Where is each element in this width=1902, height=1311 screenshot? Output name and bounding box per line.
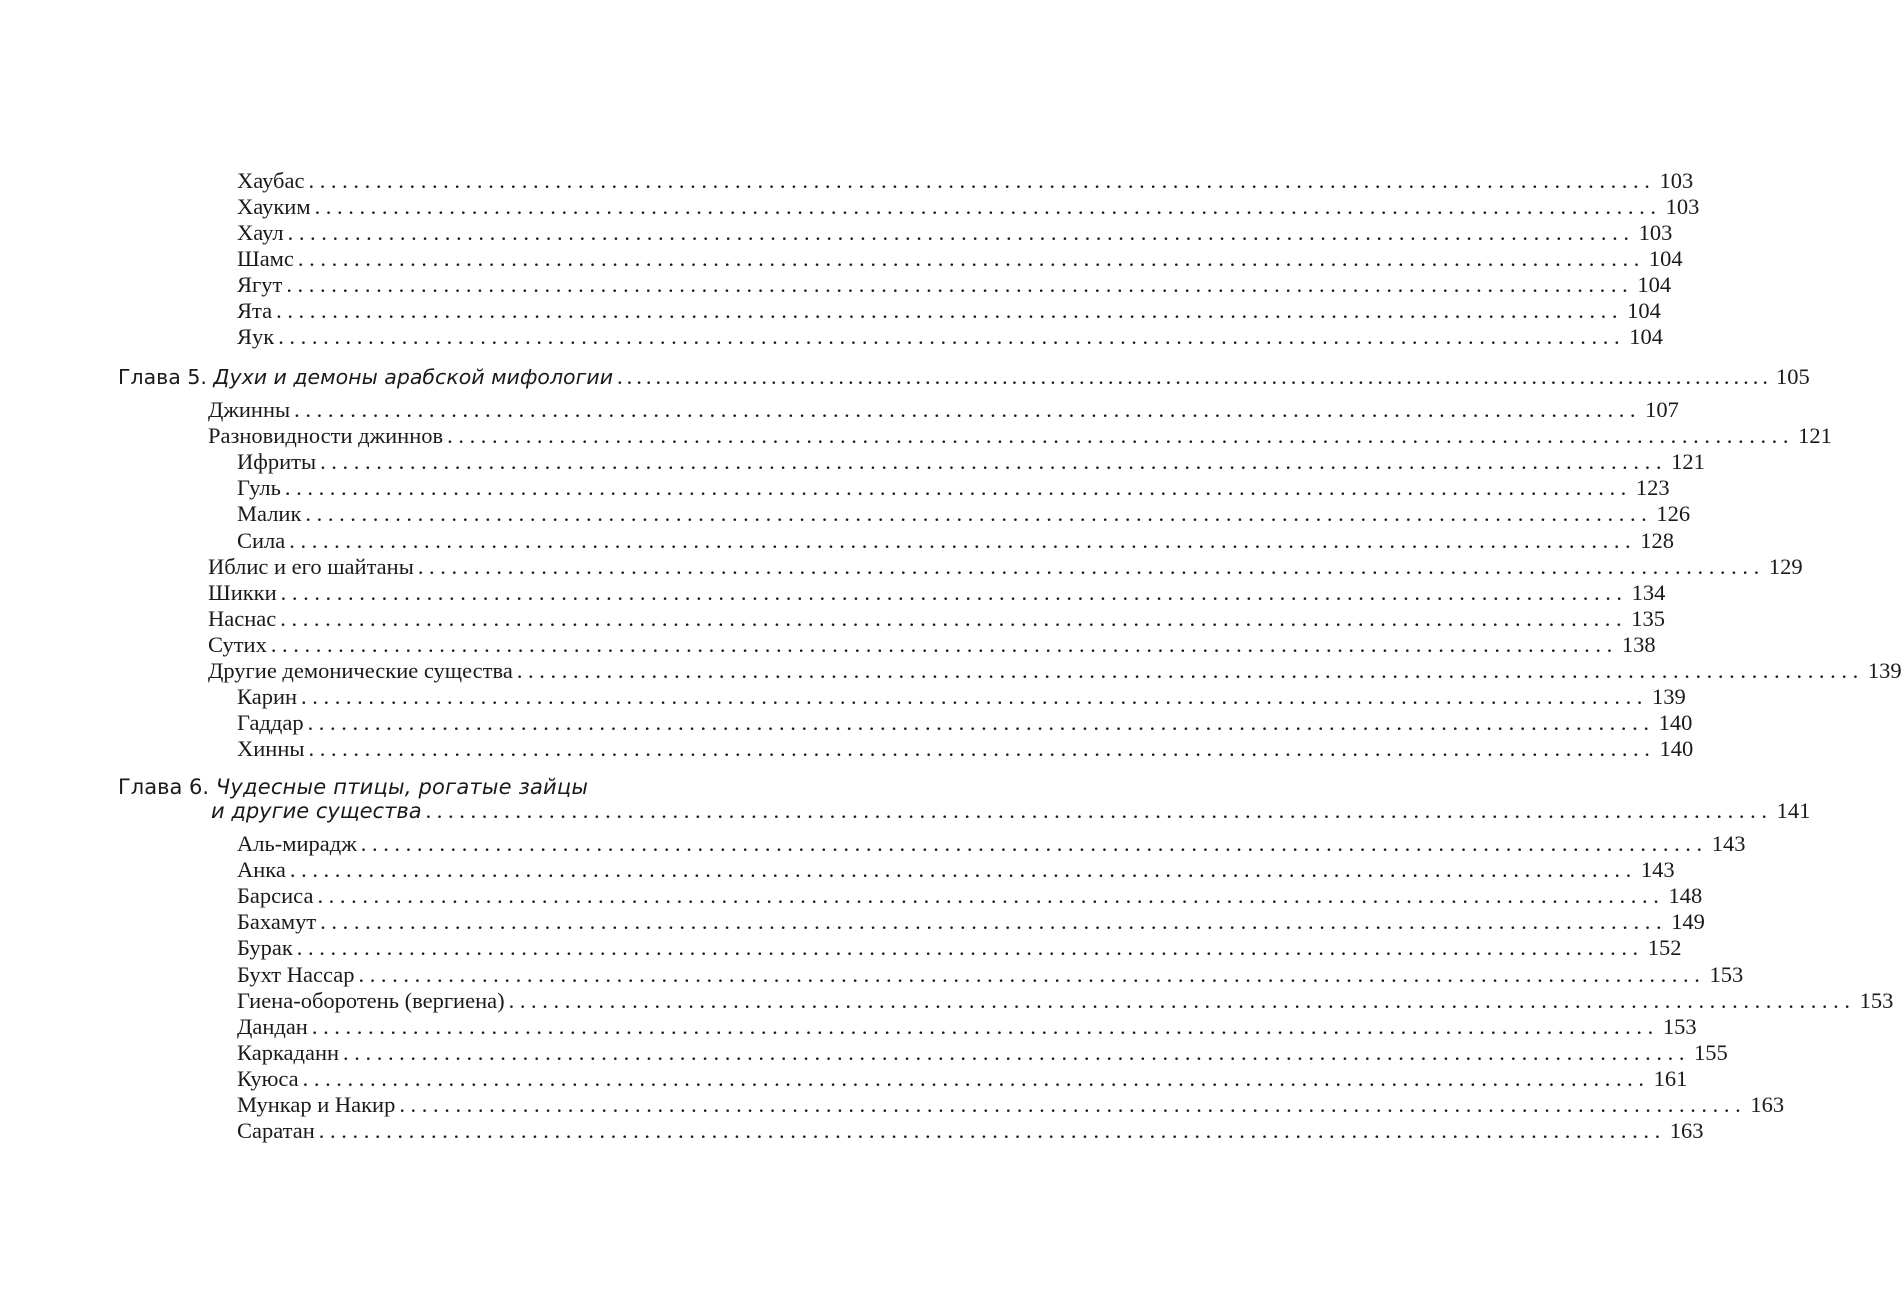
toc-entry[interactable] [237, 194, 1700, 220]
toc-entry[interactable] [237, 475, 1670, 501]
toc-entry-label: Гиена-оборотень (вергиена) [237, 987, 505, 1013]
toc-entry[interactable] [237, 168, 1694, 194]
toc-entry-page: 103 [1665, 194, 1700, 219]
chapter-prefix: Глава 5. [118, 365, 207, 389]
toc-entry[interactable] [237, 857, 1675, 883]
leader-dots: ........................................................................................................................ [302, 1065, 1650, 1091]
toc-entry[interactable] [237, 909, 1705, 935]
toc-entry[interactable] [208, 423, 1832, 449]
toc-entry-label: Анка [237, 857, 286, 883]
toc-entry-label: Сутих [208, 631, 267, 657]
chapter-6-heading-line1[interactable] [118, 774, 588, 800]
leader-dots: ........................................................................................................................ [307, 710, 1655, 736]
leader-dots: ........................................................................................................................ [360, 831, 1708, 856]
toc-entry-page: 138 [1621, 631, 1656, 657]
toc-entry-label: Хаубас [237, 168, 305, 193]
leader-dots: ........................................................................................................................ [287, 220, 1635, 245]
leader-dots: ........................................................................................................................ [276, 298, 1624, 323]
toc-entry[interactable] [237, 710, 1693, 736]
toc-entry-label: Малик [237, 501, 302, 527]
toc-entry-page: 104 [1627, 298, 1661, 323]
toc-entry[interactable] [208, 605, 1665, 632]
toc-entry-label: Бахамут [237, 909, 317, 935]
toc-entry-page: 139 [1867, 658, 1902, 683]
toc-entry[interactable] [208, 579, 1666, 606]
toc-entry-label: Шикки [208, 579, 277, 605]
toc-entry-label: Бухт Нассар [237, 961, 355, 987]
toc-entry-page: 163 [1669, 1118, 1704, 1144]
leader-dots: ........................................................................................................................ [447, 423, 1795, 449]
toc-entry-page: 134 [1631, 579, 1666, 605]
toc-entry[interactable] [237, 1118, 1704, 1144]
toc-entry[interactable] [237, 220, 1673, 246]
toc-entry-page: 153 [1662, 1013, 1697, 1039]
toc-entry[interactable] [208, 553, 1803, 580]
toc-entry-label: Дандан [237, 1013, 308, 1039]
toc-entry-page: 153 [1859, 987, 1894, 1013]
toc-entry[interactable] [237, 272, 1672, 298]
toc-entry-label: Сила [237, 527, 286, 553]
toc-entry-page: 121 [1671, 449, 1705, 475]
leader-dots: ........................................................................................................................ [358, 961, 1706, 987]
chapter-title: Духи и демоны арабской мифологии [213, 365, 614, 389]
toc-entry-label: Хаул [237, 220, 284, 245]
chapter-page: 141 [1776, 798, 1811, 823]
toc-entry-label: Ифриты [237, 449, 317, 475]
toc-entry-page: 103 [1638, 220, 1673, 245]
toc-entry-label: Бурак [237, 935, 293, 961]
leader-dots: ........................................................................................................................ [311, 1013, 1659, 1039]
leader-dots: ........................................................................................................................ [284, 475, 1632, 501]
toc-entry[interactable] [237, 1039, 1728, 1066]
toc-entry-label: Каркаданн [237, 1039, 340, 1065]
leader-dots: ........................................................................................................................ [297, 246, 1645, 271]
toc-entry-label: Наснас [208, 605, 277, 631]
toc-entry-label: Карин [237, 684, 298, 710]
toc-entry[interactable] [237, 1092, 1785, 1118]
leader-dots: ........................................................................................................................ [617, 364, 1773, 389]
toc-entry-label: Аль-мирадж [237, 831, 357, 856]
leader-dots: ........................................................................................................................ [314, 194, 1662, 219]
toc-entry[interactable] [237, 961, 1744, 988]
leader-dots: ........................................................................................................................ [399, 1092, 1747, 1117]
chapter-6-heading-line2[interactable] [211, 798, 1811, 824]
toc-entry-page: 155 [1694, 1039, 1728, 1065]
toc-entry[interactable] [237, 501, 1691, 527]
toc-entry-page: 129 [1768, 553, 1803, 579]
toc-entry-label: Саратан [237, 1118, 315, 1144]
leader-dots: ........................................................................................................................ [508, 987, 1856, 1013]
toc-entry-label: Другие демонические существа [208, 658, 513, 683]
toc-entry[interactable] [237, 449, 1705, 475]
leader-dots: ........................................................................................................................ [289, 857, 1637, 883]
toc-entry-page: 143 [1711, 831, 1746, 856]
chapter-prefix: Глава 6. [118, 775, 210, 799]
toc-entry-label: Яук [237, 324, 275, 349]
leader-dots: ........................................................................................................................ [280, 605, 1628, 631]
leader-dots: ........................................................................................................................ [417, 553, 1765, 579]
leader-dots: ........................................................................................................................ [296, 935, 1644, 961]
toc-entry-page: 140 [1659, 736, 1694, 762]
toc-entry-page: 143 [1640, 857, 1675, 883]
toc-entry-page: 149 [1671, 909, 1705, 935]
leader-dots: ........................................................................................................................ [286, 272, 1634, 297]
leader-dots: ........................................................................................................................ [516, 658, 1864, 683]
toc-entry[interactable] [237, 883, 1703, 909]
toc-entry-label: Гуль [237, 475, 281, 501]
leader-dots: ........................................................................................................................ [289, 527, 1637, 553]
toc-entry-label: Гаддар [237, 710, 304, 736]
toc-entry-page: 148 [1668, 883, 1703, 909]
toc-entry-page: 104 [1648, 246, 1683, 271]
toc-entry-page: 123 [1635, 475, 1670, 501]
toc-entry[interactable] [237, 324, 1663, 350]
leader-dots: ........................................................................................................................ [343, 1039, 1691, 1065]
toc-entry-label: Иблис и его шайтаны [208, 553, 414, 579]
leader-dots: ........................................................................................................................ [318, 1118, 1666, 1144]
leader-dots: ........................................................................................................................ [320, 449, 1668, 475]
toc-entry[interactable] [237, 684, 1686, 710]
leader-dots: ........................................................................................................................ [270, 631, 1618, 657]
toc-entry-label: Мункар и Накир [237, 1092, 396, 1117]
toc-entry-label: Разновидности джиннов [208, 423, 444, 449]
toc-entry-page: 135 [1631, 605, 1665, 631]
leader-dots: ........................................................................................................................ [317, 883, 1665, 909]
chapter-5-heading[interactable] [118, 364, 1810, 390]
leader-dots: ........................................................................................................................ [308, 168, 1656, 193]
leader-dots: ........................................................................................................................ [280, 579, 1628, 605]
leader-dots: ........................................................................................................................ [425, 798, 1773, 823]
toc-entry-label: Шамс [237, 246, 294, 271]
toc-entry-page: 161 [1653, 1065, 1688, 1091]
toc-entry[interactable] [237, 527, 1675, 554]
toc-entry[interactable] [237, 831, 1746, 857]
toc-entry-label: Куюса [237, 1065, 299, 1091]
leader-dots: ........................................................................................................................ [278, 324, 1626, 349]
toc-entry-page: 104 [1629, 324, 1663, 349]
toc-entry[interactable] [237, 1013, 1697, 1040]
toc-entry-label: Хауким [237, 194, 311, 219]
toc-entry-page: 128 [1640, 527, 1675, 553]
toc-entry-page: 139 [1652, 684, 1686, 710]
toc-entry-page: 163 [1750, 1092, 1785, 1117]
leader-dots: ........................................................................................................................ [305, 501, 1653, 527]
toc-entry[interactable] [208, 658, 1902, 684]
toc-entry-page: 121 [1798, 423, 1832, 449]
leader-dots: ........................................................................................................................ [294, 397, 1642, 422]
toc-entry-label: Ята [237, 298, 273, 323]
toc-entry[interactable] [237, 1065, 1688, 1092]
toc-entry-label: Барсиса [237, 883, 314, 909]
toc-entry-page: 126 [1656, 501, 1691, 527]
toc-entry-page: 140 [1658, 710, 1693, 736]
leader-dots: ........................................................................................................................ [308, 736, 1656, 762]
chapter-title-continued: и другие существа [211, 799, 422, 823]
toc-entry-page: 152 [1647, 935, 1682, 961]
toc-entry[interactable] [237, 987, 1894, 1014]
chapter-title: Чудесные птицы, рогатые зайцы [215, 775, 589, 799]
toc-entry[interactable] [237, 935, 1682, 961]
toc-entry-label: Джинны [208, 397, 291, 422]
toc-entry[interactable] [237, 736, 1694, 762]
chapter-page: 105 [1776, 364, 1810, 389]
toc-entry-page: 107 [1645, 397, 1679, 422]
toc-entry[interactable] [237, 246, 1683, 272]
toc-entry-label: Хинны [237, 736, 305, 762]
leader-dots: ........................................................................................................................ [320, 909, 1668, 935]
leader-dots: ........................................................................................................................ [301, 684, 1649, 710]
toc-entry[interactable] [208, 631, 1656, 658]
toc-entry-label: Ягут [237, 272, 283, 297]
toc-entry-page: 104 [1637, 272, 1672, 297]
toc-entry-page: 153 [1709, 961, 1744, 987]
toc-entry[interactable] [208, 397, 1679, 423]
toc-entry-page: 103 [1659, 168, 1694, 193]
toc-entry[interactable] [237, 298, 1661, 324]
